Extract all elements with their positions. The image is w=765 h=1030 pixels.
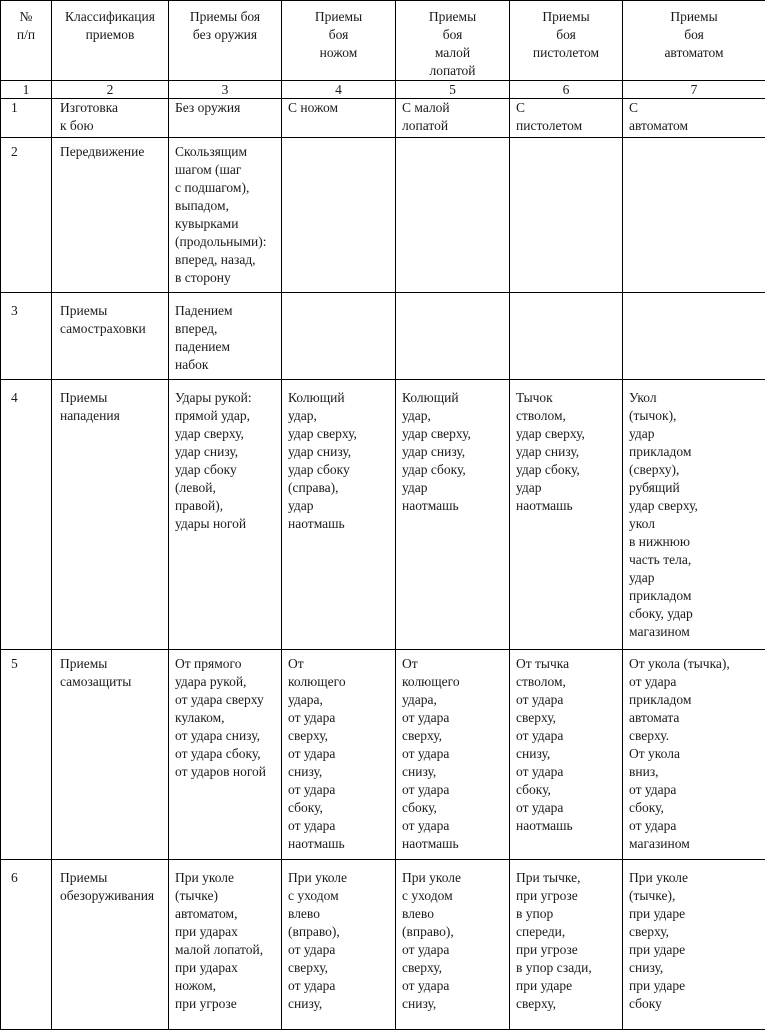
- table-row: [1, 380, 765, 650]
- cell-pistol: При тычке, при угрозе в упор спереди, при угрозе в упор сзади, при ударе сверху,: [510, 860, 623, 1030]
- cell-knife: При уколе с уходом влево (вправо), от удара сверху, от удара снизу,: [282, 860, 396, 1030]
- row-number: 3: [1, 293, 52, 380]
- table-row: [1, 650, 765, 860]
- table-row: [1, 138, 765, 293]
- cell-shovel: [396, 293, 510, 380]
- cell-shovel: Колющий удар, удар сверху, удар снизу, удар сбоку, удар наотмашь: [396, 380, 510, 650]
- row-number: 4: [1, 380, 52, 650]
- column-number-row: [1, 81, 765, 99]
- header-shovel: Приемы боя малой лопатой: [396, 1, 510, 81]
- table-row: [1, 293, 765, 380]
- cell-knife: С ножом: [282, 99, 396, 138]
- cell-pistol: С пистолетом: [510, 99, 623, 138]
- row-classification: Изготовка к бою: [52, 99, 169, 138]
- header-number: № п/п: [1, 1, 52, 81]
- row-number: 1: [1, 99, 52, 138]
- cell-pistol: От тычка стволом, от удара сверху, от удара снизу, от удара сбоку, от удара наотмашь: [510, 650, 623, 860]
- cell-unarmed: Падением вперед, падением набок: [169, 293, 282, 380]
- cell-unarmed: Скользящим шагом (шаг с подшагом), выпадом, кувырками (продольными): вперед, назад, в сторону: [169, 138, 282, 293]
- row-classification: Передвижение: [52, 138, 169, 293]
- cell-knife: [282, 138, 396, 293]
- row-classification: Приемы самозащиты: [52, 650, 169, 860]
- header-classification: Классификация приемов: [52, 1, 169, 81]
- table-row: [1, 99, 765, 138]
- cell-knife: Колющий удар, удар сверху, удар снизу, удар сбоку (справа), удар наотмашь: [282, 380, 396, 650]
- cell-unarmed: При уколе (тычке) автоматом, при ударах малой лопатой, при ударах ножом, при угрозе: [169, 860, 282, 1030]
- row-classification: Приемы самостраховки: [52, 293, 169, 380]
- cell-knife: [282, 293, 396, 380]
- column-number: 3: [169, 81, 282, 99]
- header-pistol: Приемы боя пистолетом: [510, 1, 623, 81]
- cell-shovel: При уколе с уходом влево (вправо), от удара сверху, от удара снизу,: [396, 860, 510, 1030]
- column-number: 4: [282, 81, 396, 99]
- column-number: 2: [52, 81, 169, 99]
- header-unarmed: Приемы боя без оружия: [169, 1, 282, 81]
- row-number: 6: [1, 860, 52, 1030]
- cell-unarmed: Удары рукой: прямой удар, удар сверху, удар снизу, удар сбоку (левой, правой), удары ногой: [169, 380, 282, 650]
- cell-pistol: [510, 138, 623, 293]
- cell-rifle: Укол (тычок), удар прикладом (сверху), рубящий удар сверху, укол в нижнюю часть тела, удар прикладом сбоку, удар магазином: [623, 380, 765, 650]
- cell-shovel: С малой лопатой: [396, 99, 510, 138]
- row-classification: Приемы нападения: [52, 380, 169, 650]
- row-classification: Приемы обезоруживания: [52, 860, 169, 1030]
- cell-shovel: От колющего удара, от удара сверху, от удара снизу, от удара сбоку, от удара наотмашь: [396, 650, 510, 860]
- column-number: 1: [1, 81, 52, 99]
- header-row: [1, 1, 765, 81]
- row-number: 2: [1, 138, 52, 293]
- column-number: 5: [396, 81, 510, 99]
- cell-unarmed: Без оружия: [169, 99, 282, 138]
- cell-rifle: [623, 293, 765, 380]
- column-number: 6: [510, 81, 623, 99]
- cell-shovel: [396, 138, 510, 293]
- column-number: 7: [623, 81, 765, 99]
- cell-rifle: При уколе (тычке), при ударе сверху, при ударе снизу, при ударе сбоку: [623, 860, 765, 1030]
- row-number: 5: [1, 650, 52, 860]
- table-row: [1, 860, 765, 1030]
- cell-pistol: [510, 293, 623, 380]
- cell-unarmed: От прямого удара рукой, от удара сверху кулаком, от удара снизу, от удара сбоку, от ударов ногой: [169, 650, 282, 860]
- header-knife: Приемы боя ножом: [282, 1, 396, 81]
- cell-rifle: С автоматом: [623, 99, 765, 138]
- header-rifle: Приемы боя автоматом: [623, 1, 765, 81]
- cell-knife: От колющего удара, от удара сверху, от удара снизу, от удара сбоку, от удара наотмашь: [282, 650, 396, 860]
- cell-rifle: [623, 138, 765, 293]
- cell-rifle: От укола (тычка), от удара прикладом автомата сверху. От укола вниз, от удара сбоку, от удара магазином: [623, 650, 765, 860]
- cell-pistol: Тычок стволом, удар сверху, удар снизу, удар сбоку, удар наотмашь: [510, 380, 623, 650]
